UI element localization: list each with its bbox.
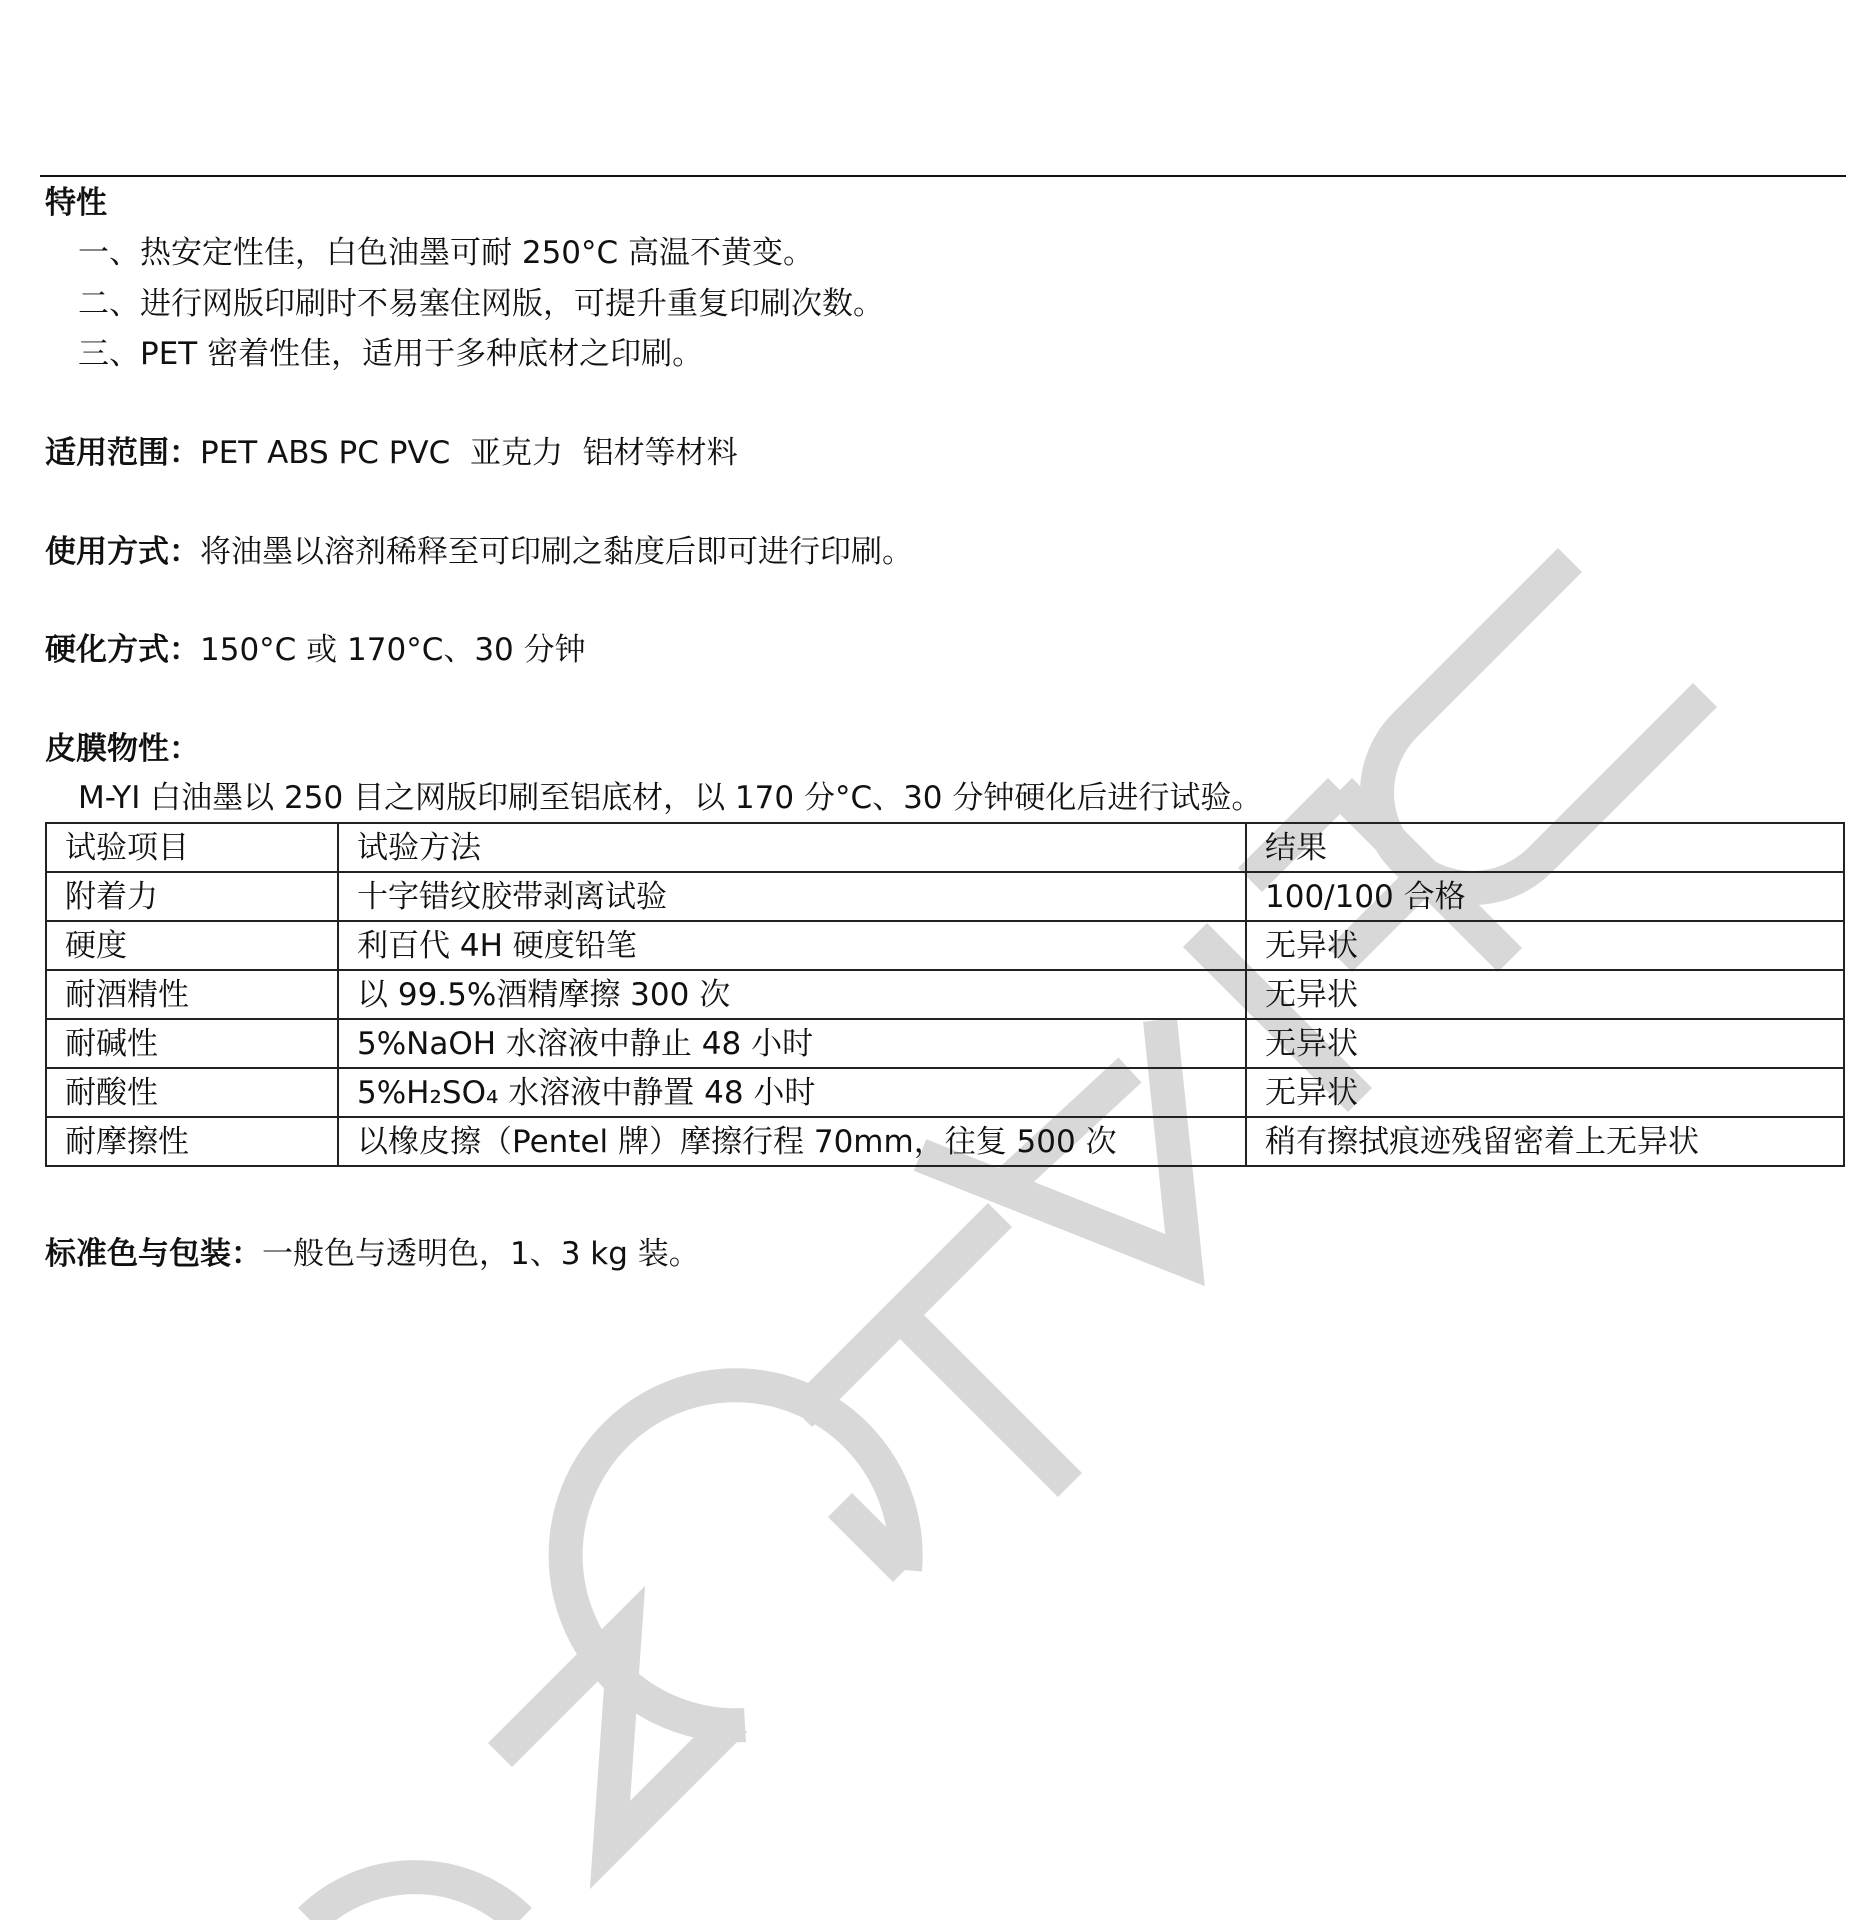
packaging-line <box>45 1234 700 1274</box>
scope-line <box>45 433 738 473</box>
table-cell-method: 十字错纹胶带剥离试验 <box>338 872 1246 921</box>
curing-label: 硬化方式： <box>45 632 200 668</box>
table-row <box>46 1019 1844 1068</box>
table-row <box>46 1117 1844 1166</box>
table-cell-result: 100/100 合格 <box>1246 872 1844 921</box>
packaging-label: 标准色与包装： <box>45 1236 262 1272</box>
scope-value: PET ABS PC PVC 亚克力 铝材等材料 <box>200 435 738 471</box>
table-cell-method: 利百代 4H 硬度铅笔 <box>338 921 1246 970</box>
usage-line <box>45 532 913 572</box>
scope-label: 适用范围： <box>45 435 200 471</box>
feature-item-3: 三、PET 密着性佳，适用于多种底材之印刷。 <box>78 336 704 372</box>
film-description: M-YI 白油墨以 250 目之网版印刷至铝底材，以 170 分°C、30 分钟硬化后进行试验。 <box>78 780 1263 816</box>
table-cell-result: 无异状 <box>1246 970 1844 1019</box>
table-cell-result: 无异状 <box>1246 921 1844 970</box>
table-cell-result: 稍有擦拭痕迹残留密着上无异状 <box>1246 1117 1844 1166</box>
table-cell-item: 耐摩擦性 <box>46 1117 338 1166</box>
feature-item-2: 二、进行网版印刷时不易塞住网版，可提升重复印刷次数。 <box>78 286 884 322</box>
packaging-value: 一般色与透明色，1、3 kg 装。 <box>262 1236 700 1272</box>
table-cell-result: 无异状 <box>1246 1019 1844 1068</box>
table-header-cell: 试验方法 <box>338 823 1246 872</box>
table-cell-method: 以橡皮擦（Pentel 牌）摩擦行程 70mm，往复 500 次 <box>338 1117 1246 1166</box>
table-cell-item: 硬度 <box>46 921 338 970</box>
table-header-row <box>46 823 1844 872</box>
curing-value: 150°C 或 170°C、30 分钟 <box>200 632 586 668</box>
feature-item-1: 一、热安定性佳，白色油墨可耐 250°C 高温不黄变。 <box>78 235 815 271</box>
curing-line <box>45 630 586 670</box>
table-cell-result: 无异状 <box>1246 1068 1844 1117</box>
table-cell-method: 以 99.5%酒精摩擦 300 次 <box>338 970 1246 1019</box>
table-header-cell: 试验项目 <box>46 823 338 872</box>
usage-value: 将油墨以溶剂稀释至可印刷之黏度后即可进行印刷。 <box>200 534 913 570</box>
table-cell-item: 耐酸性 <box>46 1068 338 1117</box>
film-heading: 皮膜物性： <box>45 731 200 767</box>
film-properties-table <box>45 822 1845 1167</box>
usage-label: 使用方式： <box>45 534 200 570</box>
table-cell-item: 耐碱性 <box>46 1019 338 1068</box>
table-header-cell: 结果 <box>1246 823 1844 872</box>
table-cell-method: 5%NaOH 水溶液中静止 48 小时 <box>338 1019 1246 1068</box>
table-row <box>46 1068 1844 1117</box>
table-row <box>46 872 1844 921</box>
table-row <box>46 970 1844 1019</box>
header-rule <box>40 175 1846 177</box>
features-heading: 特性 <box>45 185 107 221</box>
table-cell-method: 5%H₂SO₄ 水溶液中静置 48 小时 <box>338 1068 1246 1117</box>
table-cell-item: 附着力 <box>46 872 338 921</box>
table-cell-item: 耐酒精性 <box>46 970 338 1019</box>
table-row <box>46 921 1844 970</box>
